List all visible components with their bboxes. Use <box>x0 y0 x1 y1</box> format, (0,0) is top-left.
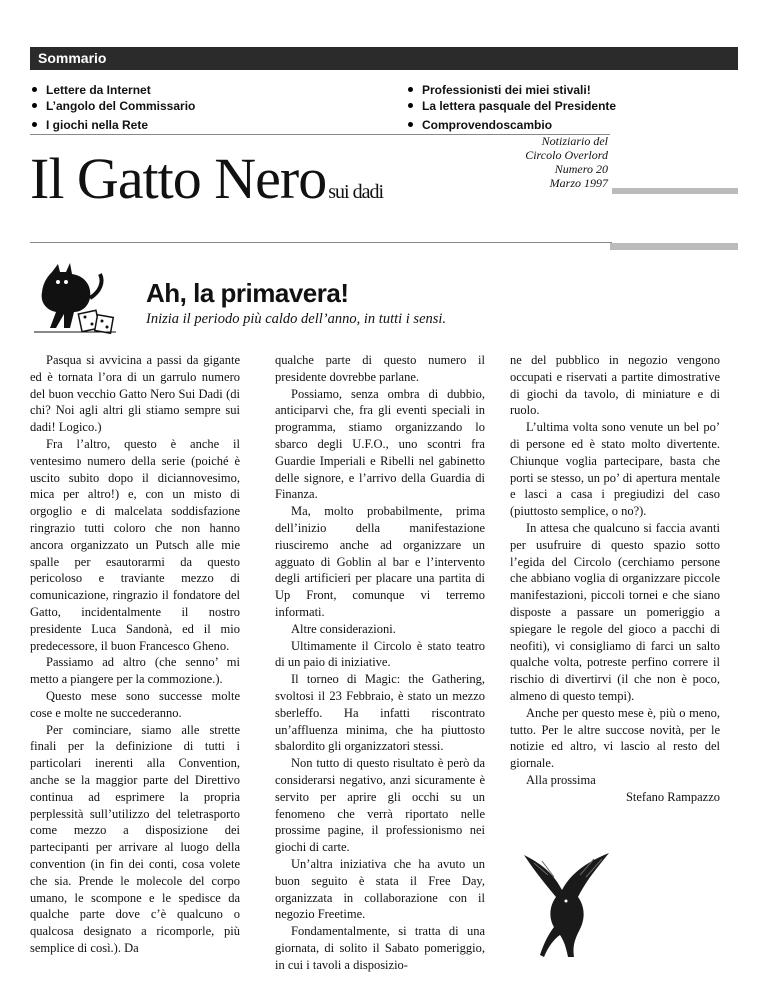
issue-info: Notiziario del Circolo Overlord Numero 20 Marzo 1997 <box>525 134 608 190</box>
bullet-icon <box>408 103 413 108</box>
paragraph: Per cominciare, siamo alle strette finali per la definizione di tutti i particolari inerenti alla Convention, anche se la maggior parte del Direttivo continua ad esprimere la propria perplessità sull’utilizzo del teletrasporto come mezzo a disposizione dei partecipanti per arrivare al luogo della convention (in fin dei conti, cosa volete che sia. Prende le molecole del corpo umano, le scompone e le spedisce da qualche parte dove c’è qualcuno o qualcosa designato a ricomporle, più semplice di così.). Da <box>30 722 240 955</box>
bullet-icon <box>32 103 37 108</box>
paragraph: Il torneo di Magic: the Gathering, svoltosi il 23 Febbraio, è stato un mezzo sberleffo. Ha infatti riscontrato un’affluenza minima, che ha piuttosto sbalordito gli organizzatori stessi. <box>275 672 485 754</box>
article-headline: Ah, la primavera! <box>146 278 349 308</box>
paragraph: Possiamo, senza ombra di dubbio, anticiparvi che, fra gli eventi speciali in programma, stiamo organizzando lo sbarco degli U.F.O., uno scontri fra Guardie Imperiali e Ribelli nel gabinetto delle signore, e l’arrivo della Guardia di Finanza. <box>275 386 485 502</box>
article-column-3 <box>510 352 720 806</box>
article-column-1 <box>30 352 240 957</box>
paragraph: Fondamentalmente, si tratta di una giornata, di solito il Sabato pomeriggio, in cui i tavoli a disposizio- <box>275 924 485 972</box>
paragraph: Questo mese sono successe molte cose e molte ne succederanno. <box>30 688 240 720</box>
paragraph: L’ultima volta sono venute un bel po’ di persone ed è stato molto divertente. Chiunque voglia partecipare, basta che porti se stesso, un po’ di apertura mentale e lasci a casa i pregiudizi del caso (piuttosto semplice, o no?). <box>510 420 720 519</box>
sommario-header <box>30 47 738 70</box>
sommario-title: Sommario <box>38 50 107 66</box>
article-subheadline: Inizia il periodo più caldo dell’anno, in tutti i sensi. <box>146 311 447 327</box>
paragraph: Altre considerazioni. <box>291 621 396 636</box>
paragraph: Non tutto di questo risultato è però da considerarsi negativo, anzi sicuramente è servito per aprire gli occhi su un fenomeno che verrà riportato nelle prossime pagine, il professionismo nei giochi di carte. <box>275 756 485 855</box>
paragraph: qualche parte di questo numero il presidente dovrebbe parlane. <box>275 353 485 384</box>
black-cat-on-dice-illustration <box>30 258 120 336</box>
toc-item[interactable]: La lettera pasquale del Presidente <box>408 99 616 113</box>
masthead-title: Il Gatto Nero sui dadi <box>30 146 384 211</box>
toc-item[interactable]: Professionisti dei miei stivali! <box>408 83 591 97</box>
article-column-2 <box>275 352 485 973</box>
paragraph: Ma, molto probabilmente, prima dell’inizio della manifestazione riusciremo anche ad organizzare un agguato di Goblin al bar e l’intervento degli artificieri per placare una partita di Up Front, comunque vi terremo informati. <box>275 504 485 619</box>
bullet-icon <box>32 122 37 127</box>
paragraph: Passiamo ad altro (che senno’ mi metto a piangere per la commozione.). <box>30 655 240 687</box>
masthead-subtitle: sui dadi <box>328 181 384 203</box>
decorative-bar <box>610 243 738 250</box>
paragraph: Fra l’altro, questo è anche il ventesimo numero della serie (poiché è uscito subito dopo il diciannovesimo, mica per altro!) e, con un misto di orgoglio e di malcelata soddisfazione ringrazio tutti coloro che non hanno ancora organizzato un Putsch alle mie spalle per esautorarmi da questo pericoloso e traviante mezzo di comunicazione, ringrazio il fondatore del Gatto, incidentalmente il nostro presidente Luca Sandonà, ed il mio predecessore, il buon Francesco Gheno. <box>30 436 240 653</box>
paragraph: ne del pubblico in negozio vengono occupati e riservati a partite dimostrative di giochi da tavolo, di miniature e di ruolo. <box>510 353 720 418</box>
paragraph: Anche per questo mese è, più o meno, tutto. Per le altre succose novità, per le notizie ed altro, vi lascio al resto del giornale. <box>510 705 720 771</box>
paragraph: Ultimamente il Circolo è stato teatro di un paio di iniziative. <box>275 638 485 670</box>
bullet-icon <box>408 122 413 127</box>
paragraph: Un’altra iniziativa che ha avuto un buon seguito è stata il Free Day, organizzata in collaborazione con il negozio Freetime. <box>275 856 485 922</box>
author-signature: Stefano Rampazzo <box>625 789 720 804</box>
bullet-icon <box>32 87 37 92</box>
paragraph: Alla prossima <box>526 772 596 787</box>
bullet-icon <box>408 87 413 92</box>
divider <box>30 134 610 135</box>
toc-item[interactable]: I giochi nella Rete <box>32 118 148 132</box>
paragraph: In attesa che qualcuno si faccia avanti per usufruire di questo spazio sotto l’egida del Circolo (cerchiamo persone che abbiano voglia di organizzare piccole manifestazioni, piccoli tornei e che siano disposte a passare un pomeriggio a spiegare le regole del gioco a pacchi di neofiti), vi consigliamo di farci un salto qualche volta, potreste perfino correre il rischio di divertirvi (il che non è poco, almeno di questo tempi). <box>510 520 720 703</box>
eagle-illustration <box>514 845 619 965</box>
toc-item[interactable]: L’angolo del Commissario <box>32 99 195 113</box>
toc-item[interactable]: Lettere da Internet <box>32 83 151 97</box>
decorative-bar <box>612 188 738 194</box>
divider <box>30 242 612 243</box>
toc-item[interactable]: Comprovendoscambio <box>408 118 552 132</box>
paragraph: Pasqua si avvicina a passi da gigante ed è tornata l’ora di un garrulo numero del buon vecchio Gatto Nero Sui Dadi (di chi? Noi agli altri gli stiamo sempre sui dadi! Logico.) <box>30 353 240 435</box>
